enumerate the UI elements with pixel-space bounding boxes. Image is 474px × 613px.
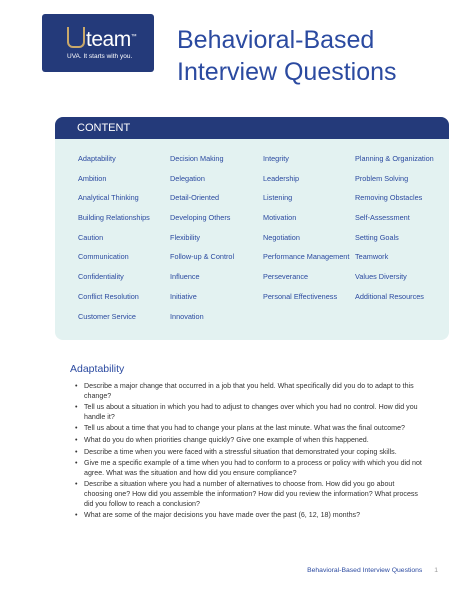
uteam-logo	[42, 14, 154, 72]
content-link[interactable]: Problem Solving	[355, 173, 409, 183]
content-link[interactable]: Innovation	[170, 311, 204, 321]
logo-u-icon	[67, 27, 85, 48]
question-item: • Describe a time when you were faced with a stressful situation that demonstrated your coping skills.	[73, 448, 423, 458]
logo-wordmark: team™	[67, 26, 136, 51]
content-link[interactable]: Integrity	[263, 154, 289, 163]
content-link[interactable]: Leadership	[263, 173, 300, 183]
footer	[307, 567, 438, 574]
content-link[interactable]: Perseverance	[263, 272, 309, 282]
question-item: • Tell us about a situation in which you had to adjust to changes over which you had no control. How did you handle it?	[73, 403, 423, 422]
question-item: • Describe a major change that occurred in a job that you held. What specifically did you do to adapt to this change?	[73, 382, 423, 401]
question-item: • Give me a specific example of a time when you had to conform to a process or policy with which you did not agree. What was the situation and how did you ensure compliance?	[73, 459, 423, 478]
content-link[interactable]: Self-Assessment	[355, 213, 410, 223]
page-number: 1	[434, 567, 438, 574]
content-link[interactable]: Communication	[78, 252, 129, 262]
content-link[interactable]: Follow-up & Control	[170, 252, 235, 262]
content-link[interactable]: Analytical Thinking	[78, 193, 139, 203]
content-link[interactable]: Ambition	[78, 173, 107, 183]
content-link[interactable]: Developing Others	[170, 213, 231, 223]
question-item: • What are some of the major decisions you have made over the past (6, 12, 18) months?	[73, 511, 423, 521]
content-link[interactable]: Flexibility	[170, 232, 201, 242]
content-column-3	[263, 154, 355, 312]
question-item: • Describe a situation where you had a number of alternatives to choose from. How did you go about choosing one? How did you assemble the information? How did you review the information? What process did you follow to reach a conclusion?	[73, 480, 423, 509]
content-link[interactable]: Influence	[170, 272, 200, 282]
content-link[interactable]: Setting Goals	[355, 232, 399, 242]
content-link[interactable]: Removing Obstacles	[355, 193, 423, 203]
question-list	[73, 382, 423, 523]
content-link[interactable]: Confidentiality	[78, 272, 124, 282]
content-link[interactable]: Customer Service	[78, 311, 136, 321]
content-link[interactable]: Conflict Resolution	[78, 291, 139, 301]
content-link[interactable]: Decision Making	[170, 154, 224, 163]
section-title: Adaptability	[70, 363, 125, 375]
question-item: • Tell us about a time that you had to change your plans at the last minute. What was the final outcome?	[73, 424, 423, 434]
content-link[interactable]: Detail-Oriented	[170, 193, 220, 203]
content-link[interactable]: Building Relationships	[78, 213, 150, 223]
content-link[interactable]: Caution	[78, 232, 104, 242]
footer-title: Behavioral-Based Interview Questions	[307, 567, 423, 574]
content-link[interactable]: Teamwork	[355, 252, 389, 262]
content-link[interactable]: Additional Resources	[355, 291, 424, 301]
content-link[interactable]: Negotiation	[263, 232, 300, 242]
title-line-1: Behavioral-Based	[177, 26, 375, 54]
content-link[interactable]: Motivation	[263, 213, 297, 223]
content-link[interactable]: Personal Effectiveness	[263, 291, 338, 301]
content-link[interactable]: Listening	[263, 193, 293, 203]
content-link[interactable]: Adaptability	[78, 154, 116, 163]
content-link[interactable]: Initiative	[170, 291, 197, 301]
content-link[interactable]: Performance Management	[263, 252, 350, 262]
content-heading: CONTENT	[55, 117, 449, 139]
content-column-4	[355, 154, 447, 312]
trademark-icon: ™	[130, 34, 137, 40]
content-column-1	[78, 154, 170, 331]
content-link[interactable]: Delegation	[170, 173, 205, 183]
question-item: • What do you do when priorities change quickly? Give one example of when this happened.	[73, 436, 423, 446]
content-link[interactable]: Planning & Organization	[355, 154, 434, 163]
content-column-2	[170, 154, 262, 331]
title-line-2: Interview Questions	[177, 58, 397, 86]
content-link[interactable]: Values Diversity	[355, 272, 407, 282]
logo-tagline: UVA. It starts with you.	[67, 53, 133, 60]
content-box	[55, 117, 449, 340]
page-title	[177, 24, 397, 88]
